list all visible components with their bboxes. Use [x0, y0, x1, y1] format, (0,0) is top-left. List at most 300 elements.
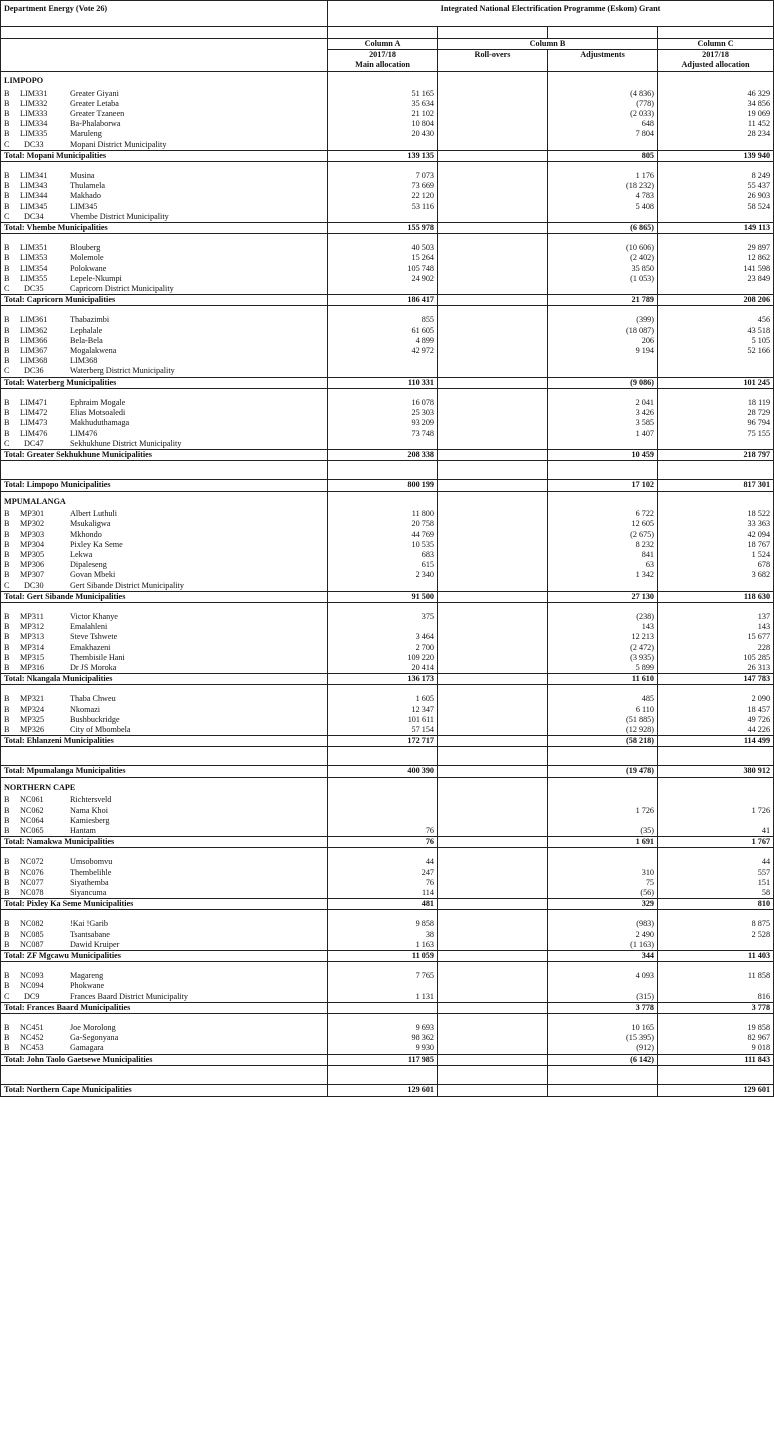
municipality-row	[1, 725, 774, 736]
main-allocation-cell: 11 059	[328, 951, 438, 962]
municipality-cell	[1, 725, 328, 736]
municipality-row	[1, 356, 774, 366]
municipality-name: Ba-Phalaborwa	[70, 119, 121, 129]
municipality-row	[1, 429, 774, 439]
rollovers-cell	[438, 581, 548, 592]
municipality-cell	[1, 581, 328, 592]
category-code: B	[4, 1043, 10, 1053]
header-row-years	[1, 50, 774, 61]
rollovers-cell	[438, 591, 548, 602]
adjustments-cell: 12 213	[548, 632, 658, 642]
main-allocation-cell	[328, 806, 438, 816]
rollovers-cell	[438, 919, 548, 929]
adjustments-cell: 143	[548, 622, 658, 632]
adjusted-allocation-cell: 19 858	[658, 1023, 774, 1033]
adjustments-cell: 1 691	[548, 837, 658, 848]
municipality-cell	[1, 129, 328, 139]
adjustments-cell: 805	[548, 150, 658, 161]
adjustments-cell	[548, 356, 658, 366]
adjusted-allocation-cell: 8 875	[658, 919, 774, 929]
group-total-label: Total: Frances Baard Municipalities	[1, 1002, 328, 1013]
rollovers-cell	[438, 1023, 548, 1033]
main-allocation-cell: 129 601	[328, 1084, 438, 1096]
group-total-label: Total: Vhembe Municipalities	[1, 223, 328, 234]
adjusted-allocation-cell: 1 767	[658, 837, 774, 848]
spacer-row	[1, 306, 774, 316]
rollovers-cell	[438, 632, 548, 642]
main-allocation-cell: 11 800	[328, 509, 438, 519]
adjusted-allocation-cell	[658, 439, 774, 450]
adjustments-cell: (12 928)	[548, 725, 658, 736]
municipality-code: MP304	[20, 539, 45, 549]
adjusted-allocation-cell: 44 226	[658, 725, 774, 736]
category-code: B	[4, 253, 10, 263]
main-allocation-cell	[328, 622, 438, 632]
group-total-label: Total: Gert Sibande Municipalities	[1, 591, 328, 602]
rollovers-cell	[438, 530, 548, 540]
adjusted-allocation-cell: 678	[658, 560, 774, 570]
adjustments-cell: (4 836)	[548, 89, 658, 99]
adjusted-allocation-cell: 147 783	[658, 674, 774, 685]
municipality-row	[1, 140, 774, 151]
municipality-code: DC30	[24, 580, 44, 590]
municipality-name: Victor Khanye	[70, 611, 118, 621]
municipality-code: MP312	[20, 622, 45, 632]
group-total-label: Total: Ehlanzeni Municipalities	[1, 736, 328, 747]
province-total-row	[1, 480, 774, 492]
municipality-row	[1, 346, 774, 356]
main-allocation-cell: 93 209	[328, 418, 438, 428]
rollovers-cell	[438, 806, 548, 816]
rollovers-cell	[438, 284, 548, 295]
category-code: B	[4, 418, 10, 428]
municipality-cell	[1, 981, 328, 991]
header-row-title	[1, 1, 774, 27]
municipality-cell	[1, 212, 328, 223]
municipality-name: Joe Morolong	[70, 1023, 116, 1033]
adjustments-cell: (315)	[548, 992, 658, 1003]
category-code: B	[4, 263, 10, 273]
category-code: B	[4, 795, 10, 805]
spacer-row	[1, 234, 774, 244]
category-code: B	[4, 119, 10, 129]
adjusted-allocation-cell	[658, 356, 774, 366]
province-total-label: Total: Northern Cape Municipalities	[1, 1084, 328, 1096]
municipality-cell	[1, 715, 328, 725]
municipality-cell	[1, 336, 328, 346]
main-allocation-cell: 136 173	[328, 674, 438, 685]
main-allocation-cell: 20 430	[328, 129, 438, 139]
municipality-code: LIM331	[20, 88, 48, 98]
rollovers-cell	[438, 837, 548, 848]
main-allocation-cell: 4 899	[328, 336, 438, 346]
municipality-row	[1, 919, 774, 929]
rollovers-cell	[438, 509, 548, 519]
municipality-name: Govan Mbeki	[70, 570, 116, 580]
municipality-code: LIM473	[20, 418, 48, 428]
group-total-row	[1, 150, 774, 161]
group-total-row	[1, 951, 774, 962]
main-allocation-cell: 9 858	[328, 919, 438, 929]
rollovers-cell	[438, 857, 548, 867]
adjusted-allocation-cell: 151	[658, 878, 774, 888]
municipality-cell	[1, 560, 328, 570]
main-allocation-cell: 109 220	[328, 653, 438, 663]
group-total-row	[1, 674, 774, 685]
category-code: B	[4, 805, 10, 815]
rollovers-cell	[438, 570, 548, 580]
municipality-name: Thaba Chweu	[70, 694, 116, 704]
spacer-row	[1, 1065, 774, 1075]
municipality-code: NC072	[20, 857, 44, 867]
category-code: B	[4, 519, 10, 529]
province-name: NORTHERN CAPE	[1, 778, 328, 796]
category-code: B	[4, 529, 10, 539]
main-allocation-cell: 73 669	[328, 181, 438, 191]
rollovers-cell	[438, 315, 548, 325]
municipality-cell	[1, 632, 328, 642]
main-allocation-cell: 24 902	[328, 274, 438, 284]
adjustments-cell	[548, 581, 658, 592]
category-code: B	[4, 570, 10, 580]
adjustments-cell: (3 935)	[548, 653, 658, 663]
rollovers-cell	[438, 480, 548, 492]
municipality-code: DC36	[24, 366, 44, 376]
rollovers-cell	[438, 326, 548, 336]
adjusted-allocation-cell: 3 778	[658, 1002, 774, 1013]
municipality-name: Hantam	[70, 825, 96, 835]
category-code: B	[4, 346, 10, 356]
main-allocation-cell: 98 362	[328, 1033, 438, 1043]
rollovers-cell	[438, 766, 548, 778]
adjusted-allocation-cell: 19 069	[658, 109, 774, 119]
adjustments-cell: (399)	[548, 315, 658, 325]
category-code: B	[4, 815, 10, 825]
rollovers-cell	[438, 795, 548, 805]
municipality-row	[1, 202, 774, 212]
municipality-code: LIM353	[20, 253, 48, 263]
category-code: C	[4, 991, 10, 1001]
rollovers-cell	[438, 888, 548, 899]
rollovers-cell	[438, 540, 548, 550]
category-code: B	[4, 428, 10, 438]
rollovers-cell	[438, 878, 548, 888]
main-allocation-cell	[328, 356, 438, 366]
rollovers-cell	[438, 951, 548, 962]
adjustments-cell: 3 585	[548, 418, 658, 428]
municipality-cell	[1, 888, 328, 899]
municipality-code: LIM361	[20, 315, 48, 325]
municipality-name: Thembelihle	[70, 867, 112, 877]
category-code: B	[4, 1033, 10, 1043]
adjustments-cell: (2 402)	[548, 253, 658, 263]
adjusted-allocation-cell: 12 862	[658, 253, 774, 263]
adjustments-cell: (35)	[548, 826, 658, 837]
municipality-cell	[1, 694, 328, 704]
main-allocation-cell	[328, 581, 438, 592]
municipality-row	[1, 89, 774, 99]
municipality-code: LIM368	[20, 356, 48, 366]
category-code: B	[4, 704, 10, 714]
municipality-row	[1, 868, 774, 878]
adjustments-cell: 2 490	[548, 930, 658, 940]
group-total-row	[1, 591, 774, 602]
municipality-row	[1, 694, 774, 704]
adjustments-cell: 7 804	[548, 129, 658, 139]
rollovers-cell	[438, 439, 548, 450]
municipality-row	[1, 622, 774, 632]
municipality-code: LIM334	[20, 119, 48, 129]
adjustments-cell: (18 232)	[548, 181, 658, 191]
rollovers-cell	[438, 981, 548, 991]
municipality-code: NC451	[20, 1023, 44, 1033]
municipality-cell	[1, 612, 328, 622]
adjusted-allocation-cell: 58 524	[658, 202, 774, 212]
group-total-row	[1, 377, 774, 388]
adjustments-cell: (2 675)	[548, 530, 658, 540]
adjustments-cell	[548, 857, 658, 867]
municipality-code: NC076	[20, 867, 44, 877]
main-allocation-cell: 1 605	[328, 694, 438, 704]
main-allocation-cell: 12 347	[328, 705, 438, 715]
municipality-code: NC065	[20, 825, 44, 835]
municipality-row	[1, 274, 774, 284]
municipality-cell	[1, 109, 328, 119]
adjusted-allocation-cell: 26 903	[658, 191, 774, 201]
adjusted-allocation-cell: 456	[658, 315, 774, 325]
rollovers-cell	[438, 1054, 548, 1065]
category-code: C	[4, 139, 10, 149]
adjustments-cell: 1 176	[548, 171, 658, 181]
main-allocation-cell: 481	[328, 899, 438, 910]
main-allocation-cell: 155 978	[328, 223, 438, 234]
rollovers-cell	[438, 429, 548, 439]
adjustments-cell: (56)	[548, 888, 658, 899]
main-allocation-cell	[328, 1002, 438, 1013]
category-code: B	[4, 335, 10, 345]
category-code: B	[4, 98, 10, 108]
adjustments-cell: 344	[548, 951, 658, 962]
rollovers-cell	[438, 519, 548, 529]
rollovers-cell	[438, 1043, 548, 1054]
adjustments-cell	[548, 981, 658, 991]
municipality-name: Nkomazi	[70, 704, 101, 714]
group-total-row	[1, 223, 774, 234]
adjusted-allocation-cell: 816	[658, 992, 774, 1003]
adjustments-cell: 9 194	[548, 346, 658, 356]
municipality-name: Thulamela	[70, 181, 106, 191]
municipality-name: Vhembe District Municipality	[70, 211, 169, 221]
adjusted-allocation-cell: 42 094	[658, 530, 774, 540]
main-allocation-cell	[328, 212, 438, 223]
municipality-name: Umsobomvu	[70, 857, 113, 867]
column-a-year: 2017/18	[328, 50, 438, 61]
adjustments-cell: 2 041	[548, 398, 658, 408]
rollovers-cell	[438, 408, 548, 418]
municipality-code: MP314	[20, 642, 45, 652]
adjusted-allocation-cell	[658, 581, 774, 592]
adjustments-cell	[548, 284, 658, 295]
adjusted-allocation-cell: 557	[658, 868, 774, 878]
municipality-cell	[1, 643, 328, 653]
allocation-body	[1, 71, 774, 1096]
main-allocation-cell: 42 972	[328, 346, 438, 356]
municipality-code: NC077	[20, 877, 44, 887]
category-code: B	[4, 825, 10, 835]
municipality-name: Ephraim Mogale	[70, 397, 126, 407]
main-allocation-cell: 1 131	[328, 992, 438, 1003]
main-allocation-cell: 73 748	[328, 429, 438, 439]
municipality-name: Magareng	[70, 971, 104, 981]
adjusted-allocation-cell: 149 113	[658, 223, 774, 234]
municipality-row	[1, 930, 774, 940]
main-allocation-cell: 186 417	[328, 295, 438, 306]
rollovers-cell	[438, 1002, 548, 1013]
rollovers-cell	[438, 663, 548, 674]
adjusted-allocation-cell: 41	[658, 826, 774, 837]
municipality-cell	[1, 1043, 328, 1054]
municipality-cell	[1, 191, 328, 201]
main-allocation-cell	[328, 795, 438, 805]
municipality-row	[1, 99, 774, 109]
rollovers-cell	[438, 171, 548, 181]
group-total-row	[1, 736, 774, 747]
adjustments-cell: (19 478)	[548, 766, 658, 778]
rollovers-cell	[438, 191, 548, 201]
group-total-label: Total: ZF Mgcawu Municipalities	[1, 951, 328, 962]
adjustments-cell: 12 605	[548, 519, 658, 529]
municipality-cell	[1, 971, 328, 981]
main-allocation-cell: 10 535	[328, 540, 438, 550]
adjustments-cell: 6 110	[548, 705, 658, 715]
rollovers-cell	[438, 930, 548, 940]
category-code: B	[4, 971, 10, 981]
municipality-cell	[1, 284, 328, 295]
municipality-row	[1, 439, 774, 450]
main-allocation-cell: 615	[328, 560, 438, 570]
main-allocation-cell	[328, 439, 438, 450]
province-header-row	[1, 71, 774, 89]
municipality-code: LIM333	[20, 109, 48, 119]
municipality-row	[1, 366, 774, 377]
municipality-code: MP315	[20, 652, 45, 662]
adjustments-cell	[548, 1084, 658, 1096]
group-total-label: Total: Mopani Municipalities	[1, 150, 328, 161]
municipality-cell	[1, 346, 328, 356]
municipality-row	[1, 171, 774, 181]
spacer-row	[1, 910, 774, 920]
municipality-name: Steve Tshwete	[70, 632, 118, 642]
spacer-row	[1, 162, 774, 172]
main-allocation-cell: 105 748	[328, 264, 438, 274]
adjustments-cell: (778)	[548, 99, 658, 109]
main-allocation-cell: 400 390	[328, 766, 438, 778]
rollovers-cell	[438, 181, 548, 191]
adjustments-cell: 206	[548, 336, 658, 346]
municipality-row	[1, 540, 774, 550]
adjusted-allocation-cell	[658, 816, 774, 826]
province-header-row	[1, 778, 774, 796]
municipality-row	[1, 878, 774, 888]
municipality-name: Greater Giyani	[70, 88, 119, 98]
main-allocation-cell	[328, 816, 438, 826]
adjusted-allocation-cell: 29 897	[658, 243, 774, 253]
municipality-cell	[1, 1033, 328, 1043]
category-code: B	[4, 181, 10, 191]
main-allocation-cell: 44 769	[328, 530, 438, 540]
municipality-code: MP324	[20, 704, 45, 714]
group-total-label: Total: Greater Sekhukhune Municipalities	[1, 449, 328, 460]
adjusted-allocation-cell: 218 797	[658, 449, 774, 460]
adjusted-allocation-cell: 129 601	[658, 1084, 774, 1096]
municipality-row	[1, 643, 774, 653]
adjustments-cell: 329	[548, 899, 658, 910]
rollovers-cell	[438, 816, 548, 826]
municipality-name: Makhuduthamaga	[70, 418, 130, 428]
adjustments-cell: 648	[548, 119, 658, 129]
adjustments-cell: (6 142)	[548, 1054, 658, 1065]
column-c-label: Column C	[658, 39, 774, 50]
municipality-name: LIM476	[70, 428, 98, 438]
adjusted-allocation-cell: 49 726	[658, 715, 774, 725]
rollovers-cell	[438, 99, 548, 109]
municipality-code: NC093	[20, 971, 44, 981]
category-code: B	[4, 611, 10, 621]
adjusted-allocation-cell	[658, 366, 774, 377]
adjustments-cell: 10 165	[548, 1023, 658, 1033]
municipality-name: City of Mbombela	[70, 724, 131, 734]
adjusted-allocation-cell: 28 729	[658, 408, 774, 418]
rollovers-cell	[438, 223, 548, 234]
adjusted-allocation-cell: 137	[658, 612, 774, 622]
adjustments-cell: 4 783	[548, 191, 658, 201]
department-title: Department Energy (Vote 26)	[1, 1, 328, 27]
municipality-row	[1, 264, 774, 274]
municipality-row	[1, 119, 774, 129]
municipality-row	[1, 705, 774, 715]
municipality-cell	[1, 816, 328, 826]
municipality-row	[1, 940, 774, 951]
adjusted-allocation-cell: 46 329	[658, 89, 774, 99]
municipality-row	[1, 632, 774, 642]
main-allocation-label: Main allocation	[328, 60, 438, 71]
group-total-row	[1, 449, 774, 460]
rollovers-cell	[438, 366, 548, 377]
municipality-cell	[1, 826, 328, 837]
adjustments-cell: (2 472)	[548, 643, 658, 653]
municipality-cell	[1, 940, 328, 951]
adjustments-cell: 10 459	[548, 449, 658, 460]
adjustments-cell: (58 218)	[548, 736, 658, 747]
adjusted-allocation-cell: 139 940	[658, 150, 774, 161]
municipality-name: Elias Motsoaledi	[70, 408, 126, 418]
adjusted-allocation-cell	[658, 212, 774, 223]
adjusted-allocation-cell: 18 767	[658, 540, 774, 550]
main-allocation-cell: 800 199	[328, 480, 438, 492]
category-code: B	[4, 549, 10, 559]
category-code: B	[4, 919, 10, 929]
municipality-name: Thembisile Hani	[70, 652, 125, 662]
header-row-descriptions	[1, 60, 774, 71]
adjustments-cell: 27 130	[548, 591, 658, 602]
category-code: B	[4, 356, 10, 366]
rollovers-cell	[438, 868, 548, 878]
province-name: MPUMALANGA	[1, 492, 328, 510]
spacer-row	[1, 388, 774, 398]
adjustments-cell: 75	[548, 878, 658, 888]
municipality-row	[1, 530, 774, 540]
municipality-row	[1, 212, 774, 223]
